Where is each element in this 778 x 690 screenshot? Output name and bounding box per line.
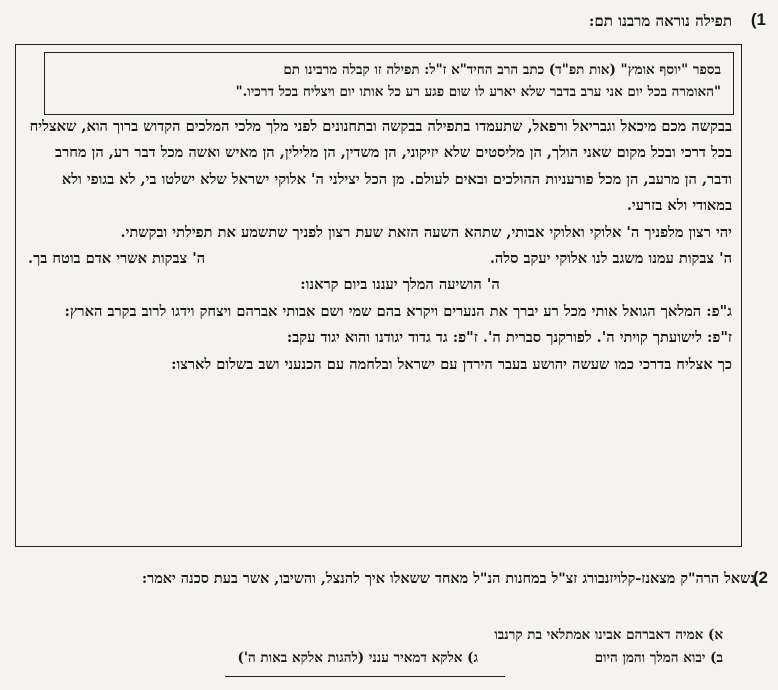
prayer-paragraph-5: כך אצליח בדרכי כמו שעשה יהושע בעבר הירדן עם ישראל ובלחמה עם הכנעני ושב בשלום לארצו: bbox=[171, 355, 732, 373]
verse-left: ה' צבקות אשרי אדם בוטח בך. bbox=[28, 250, 206, 268]
item-2-text: נשאל הרה"ק מצאנז-קלויזנבורג זצ"ל במחנות הנ"ל מאחד ששאלו איך להנצל, והשיבו, אשר בעת סכנה יאמר: bbox=[141, 570, 755, 587]
verse-right: ה' צבקות עמנו משגב לנו אלוקי יעקב סלה. bbox=[489, 250, 732, 268]
option-c: ג) אלקא דמאיר ענני (להגות אלקא באות ה') bbox=[237, 650, 478, 666]
option-b: ב) יבוא המלך והמן היום bbox=[594, 650, 723, 666]
item-number-2: (2 bbox=[752, 568, 768, 587]
source-note-box bbox=[44, 52, 734, 115]
verse-line bbox=[28, 246, 732, 272]
source-note-line-2: "האומרה בכל יום אני ערב בדבר שלא יארע לו שום פגע רע כל אותו יום ויצליח בכל דרכיו." bbox=[235, 84, 721, 100]
prayer-text bbox=[28, 112, 732, 378]
prayer-paragraph-1: בבקשה מכם מיכאל וגבריאל ורפאל, שתעמדו בתפילה בבקשה ובתחנונים לפני מלך מלכי המלכים הקדוש ברוך הוא, שאצליח בכל דרכי ובכל מקום שאני הולך, הן מליסטים שלא יזיקוני, הן משדין, הן מלילין, הן מאיש ואשה מכל דבר רע, הן מחרב ודבר, הן מרעב, הן מכל פורעניות ההולכים ובאים לעולם. מן הכל יצילני ה' אלוקי ישראל שלא ישלטו בי, לא בגופי ולא במאודי ולא בזרעי. bbox=[29, 118, 732, 215]
source-note-line-1: בספר "יוסף אומץ" (אות תפ"ד) כתב הרב החיד"א ז"ל: תפילה זו קבלה מרבינו תם bbox=[283, 62, 721, 78]
item-number-1: (1 bbox=[750, 10, 766, 29]
bottom-rule bbox=[225, 676, 505, 677]
prayer-paragraph-4: ז"פ: לישועתך קויתי ה'. לפורקנך סברית ה'. ז"פ: גד גדוד יגודנו והוא יגוד עקב: bbox=[286, 329, 732, 347]
prayer-paragraph-3: ג"פ: המלאך הגואל אותי מכל רע יברך את הנערים ויקרא בהם שמי ושם אבותי אברהם ויצחק וידגו לרוב בקרב הארץ: bbox=[64, 302, 732, 320]
section-heading: תפילה נוראה מרבנו תם: bbox=[588, 12, 732, 30]
option-a: א) אמיה דאברהם אבינו אמתלאי בת קרנבו bbox=[494, 627, 723, 643]
prayer-paragraph-2: יהי רצון מלפניך ה' אלוקי ואלוקי אבותי, שתהא השעה הזאת שעת רצון לפניך שתשמע את תפילתי ובקשתי. bbox=[120, 223, 732, 241]
verse-center: ה' הושיעה המלך יעננו ביום קראנו: bbox=[300, 276, 500, 294]
